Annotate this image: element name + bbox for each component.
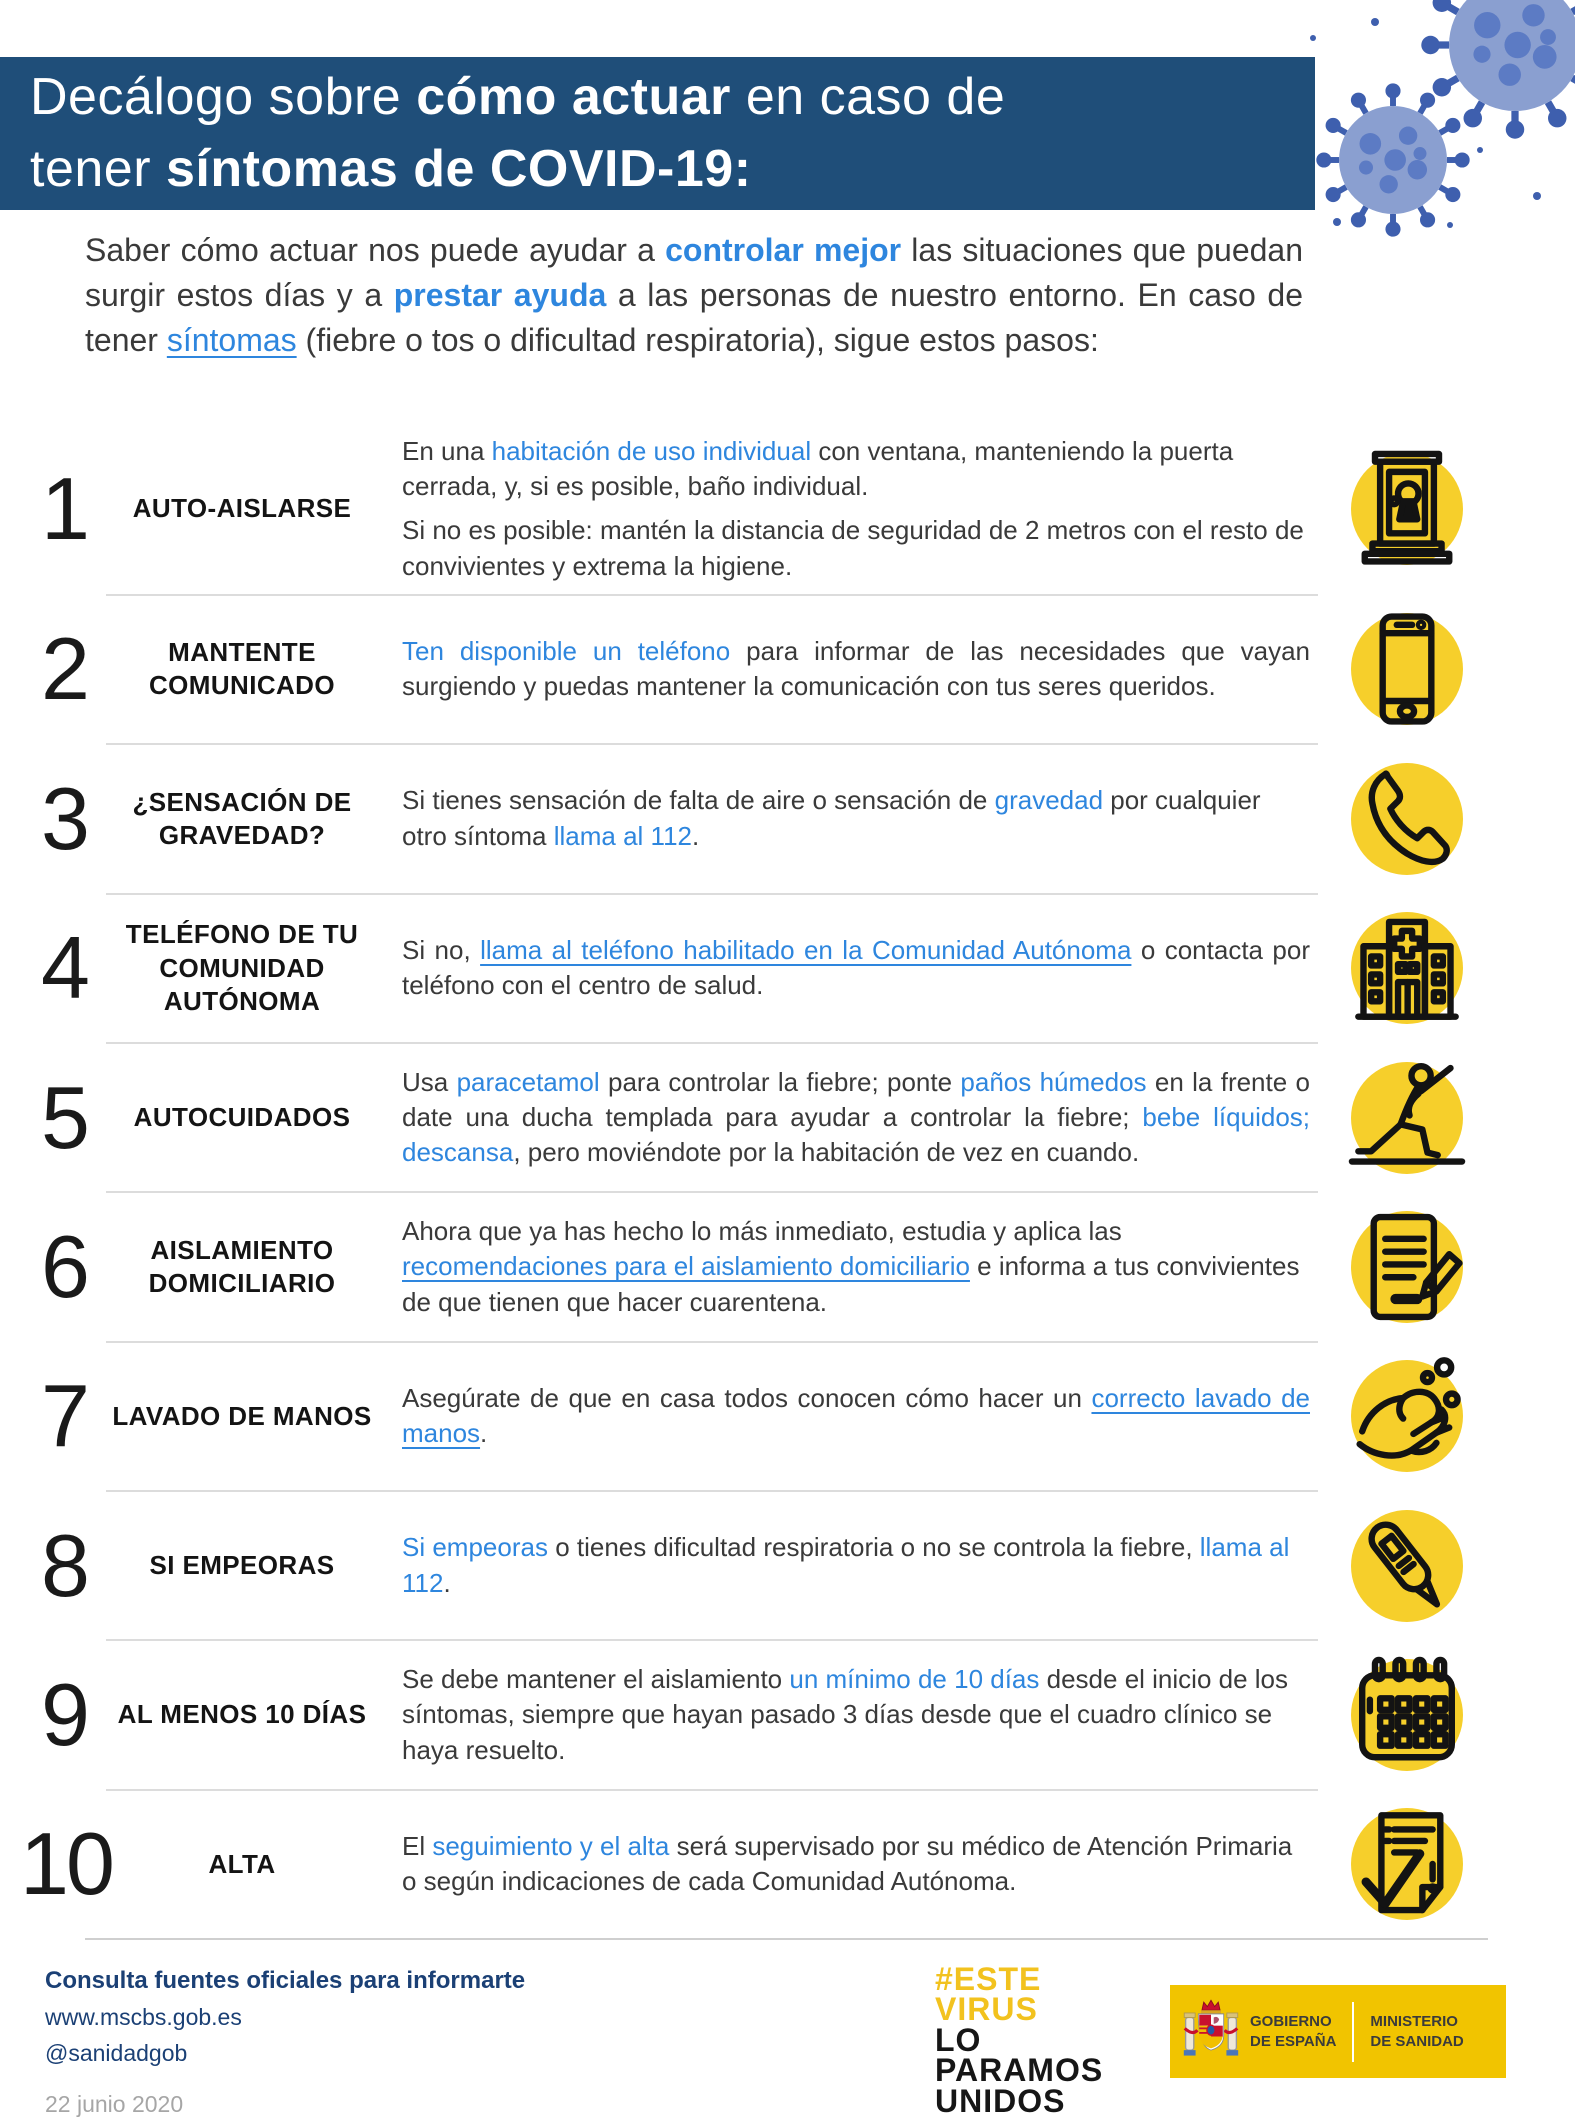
item-text — [376, 1381, 1338, 1452]
text-segment: desde el inicio de los síntomas, siempre que hayan pasado 3 días desde que el cuadro clínico se haya resuelto. — [402, 1663, 1289, 1765]
item-paragraph — [402, 513, 1310, 584]
decalogo-item — [20, 1791, 1488, 1938]
header-bar — [0, 57, 1315, 210]
gobierno-text: GOBIERNO DE ESPAÑA — [1250, 2013, 1337, 2050]
text-segment: Saber cómo actuar nos puede ayudar a — [85, 232, 666, 268]
gov-logo-divider — [1352, 2002, 1354, 2062]
text-segment: las situaciones que puedan surgir estos días y a — [85, 232, 1304, 313]
text-segment: seguimiento y el alta — [432, 1830, 670, 1861]
text-segment: Decálogo sobre — [30, 67, 417, 126]
item-number: 4 — [41, 918, 87, 1018]
decalogo-item — [20, 1044, 1488, 1191]
item-text — [376, 1530, 1338, 1601]
item-number: 2 — [41, 619, 87, 719]
item-number: 8 — [41, 1515, 87, 1615]
item-paragraph — [402, 1381, 1310, 1452]
text-segment: paracetamol — [456, 1066, 600, 1097]
item-text — [376, 933, 1338, 1004]
text-segment: cómo actuar — [416, 67, 731, 126]
text-segment: Si tienes sensación de falta de aire o sensación de — [402, 785, 995, 816]
item-label: TELÉFONO DE TU COMUNIDAD AUTÓNOMA — [125, 919, 359, 1016]
text-segment: llama al 112 — [553, 820, 692, 851]
text-segment: en la frente o date una ducha templada para ayudar a controlar la fiebre; — [402, 1066, 1310, 1132]
item-number: 5 — [41, 1067, 87, 1167]
decalogo-item — [20, 895, 1488, 1042]
text-segment: para informar de las necesidades que vayan surgiendo y puedas mantener la comunicación con tus seres queridos. — [402, 636, 1311, 702]
item-paragraph — [402, 1530, 1310, 1601]
inline-link[interactable]: correcto lavado de manos — [402, 1382, 1310, 1449]
ministerio-text: MINISTERIO DE SANIDAD — [1370, 2013, 1464, 2050]
campaign-logo-line: VIRUS — [935, 1991, 1038, 2028]
text-segment: controlar mejor — [665, 232, 902, 268]
intro-paragraph — [85, 228, 1303, 362]
footer-date: 22 junio 2020 — [45, 2090, 184, 2117]
text-segment: e informa a tus convivientes de que tienen que hacer cuarentena. — [402, 1251, 1300, 1317]
hospital-icon — [1338, 904, 1488, 1032]
text-segment: prestar ayuda — [393, 276, 607, 313]
text-segment: será supervisado por su médico de Atención Primaria o según indicaciones de cada Comunidad Autónoma. — [402, 1830, 1293, 1897]
text-segment: tener — [30, 139, 166, 198]
item-paragraph — [402, 1214, 1310, 1320]
smartphone-icon — [1338, 605, 1488, 733]
decalogo-list — [20, 424, 1488, 1938]
text-segment: bebe líquidos; descansa — [402, 1101, 1310, 1168]
text-segment: . — [692, 820, 700, 851]
text-segment: un mínimo de 10 días — [789, 1663, 1040, 1694]
text-segment: para controlar la fiebre; ponte — [599, 1066, 961, 1097]
decalogo-item — [20, 424, 1488, 594]
item-number: 3 — [41, 768, 87, 868]
page-title-line-1 — [30, 62, 1315, 134]
campaign-logo-estevirus — [935, 1961, 1104, 2119]
decalogo-item — [20, 1492, 1488, 1639]
text-segment: gravedad — [994, 785, 1104, 816]
text-segment: Ahora que ya has hecho lo más inmediato, estudia y aplica las — [402, 1215, 1122, 1246]
item-paragraph — [402, 634, 1310, 705]
item-text — [376, 1214, 1338, 1320]
inline-link[interactable]: síntomas — [166, 321, 297, 358]
text-segment: . — [443, 1567, 451, 1598]
page-title-line-2 — [30, 134, 1315, 206]
item-label: AL MENOS 10 DÍAS — [117, 1699, 367, 1730]
footer-twitter-handle[interactable]: @sanidadgob — [45, 2039, 188, 2066]
item-text — [376, 434, 1338, 584]
stretching-person-icon — [1338, 1054, 1488, 1182]
text-segment: Ten disponible un teléfono — [402, 636, 731, 667]
decalogo-item — [20, 1343, 1488, 1490]
campaign-logo-line: LO — [935, 2021, 982, 2058]
text-segment: El — [402, 1830, 433, 1861]
text-segment: Asegúrate de que en casa todos conocen cómo hacer un — [402, 1382, 1092, 1413]
thermometer-icon — [1338, 1502, 1488, 1630]
decalogo-item — [20, 745, 1488, 892]
calendar-icon — [1338, 1651, 1488, 1779]
text-segment: Usa — [402, 1066, 457, 1097]
text-segment: (fiebre o tos o dificultad respiratoria), sigue estos pasos: — [296, 321, 1099, 358]
text-segment: paños húmedos — [960, 1066, 1147, 1097]
footer-consult-heading: Consulta fuentes oficiales para informarte — [45, 1967, 526, 1994]
decalogo-item — [20, 596, 1488, 743]
item-text — [376, 1662, 1338, 1768]
spain-coat-of-arms-icon — [1182, 1997, 1240, 2067]
document-pencil-icon — [1338, 1203, 1488, 1331]
text-segment: Si no es posible: mantén la distancia de seguridad de 2 metros con el resto de convivientes y extrema la higiene. — [402, 515, 1304, 581]
item-text — [376, 634, 1338, 705]
decalogo-item — [20, 1193, 1488, 1340]
coronavirus-illustration — [1275, 0, 1575, 250]
item-text — [376, 1065, 1338, 1171]
item-label: LAVADO DE MANOS — [112, 1400, 372, 1431]
campaign-logo-line: UNIDOS — [935, 2082, 1066, 2119]
item-paragraph — [402, 1065, 1310, 1171]
campaign-logo-line: PARAMOS — [935, 2052, 1104, 2089]
text-segment: o contacta por teléfono con el centro de salud. — [402, 934, 1310, 1001]
item-number: 10 — [20, 1814, 112, 1914]
text-segment: en caso de — [730, 67, 1006, 126]
decalogo-item — [20, 1641, 1488, 1788]
text-segment: síntomas de COVID-19: — [165, 139, 752, 198]
text-segment: , pero moviéndote por la habitación de vez en cuando. — [513, 1137, 1140, 1168]
item-number: 6 — [41, 1216, 87, 1316]
inline-link[interactable]: recomendaciones para el aislamiento domiciliario — [402, 1251, 970, 1282]
text-segment: llama al 112 — [402, 1532, 1290, 1598]
item-paragraph — [402, 1662, 1310, 1768]
footer-sources — [45, 1966, 525, 2118]
text-segment: Se debe mantener el aislamiento — [402, 1663, 790, 1694]
washing-hands-icon — [1338, 1352, 1488, 1480]
item-paragraph — [402, 783, 1310, 854]
text-segment: con ventana, manteniendo la puerta cerrada, y, si es posible, baño individual. — [402, 435, 1234, 502]
item-text — [376, 1829, 1338, 1900]
text-segment: habitación de uso individual — [491, 435, 812, 466]
phone-handset-icon — [1338, 755, 1488, 883]
item-number: 1 — [41, 458, 87, 558]
item-paragraph — [402, 434, 1310, 505]
item-label: AISLAMIENTO DOMICILIARIO — [148, 1234, 336, 1298]
footer-website-link[interactable]: www.mscbs.gob.es — [45, 2004, 242, 2030]
inline-link[interactable]: llama al teléfono habilitado en la Comunidad Autónoma — [480, 934, 1132, 965]
footer-divider — [85, 1938, 1488, 1940]
item-paragraph — [402, 1829, 1310, 1900]
clipboard-check-icon — [1338, 1800, 1488, 1928]
item-label: ALTA — [208, 1848, 276, 1879]
item-label: AUTO-AISLARSE — [132, 493, 352, 524]
text-segment: . — [480, 1418, 488, 1449]
item-label: MANTENTE COMUNICADO — [149, 637, 335, 701]
campaign-logo-line: #ESTE — [935, 1961, 1042, 1997]
text-segment: Si no, — [402, 934, 481, 965]
text-segment: por cualquier otro síntoma — [402, 785, 1261, 851]
item-label: SI EMPEORAS — [149, 1550, 335, 1580]
item-number: 9 — [41, 1664, 87, 1764]
gobierno-de-espana-logo — [1170, 1985, 1506, 2078]
item-text — [376, 783, 1338, 854]
item-label: AUTOCUIDADOS — [133, 1101, 351, 1132]
item-paragraph — [402, 933, 1310, 1004]
text-segment: a las personas de nuestro entorno. En caso de tener — [85, 276, 1304, 358]
text-segment: o tienes dificultad respiratoria o no se controla la fiebre, — [547, 1532, 1200, 1563]
text-segment: En una — [402, 435, 492, 466]
text-segment: Si empeoras — [402, 1532, 548, 1563]
item-label: ¿SENSACIÓN DE GRAVEDAD? — [132, 786, 352, 850]
door-icon — [1338, 445, 1488, 573]
item-number: 7 — [41, 1366, 87, 1466]
